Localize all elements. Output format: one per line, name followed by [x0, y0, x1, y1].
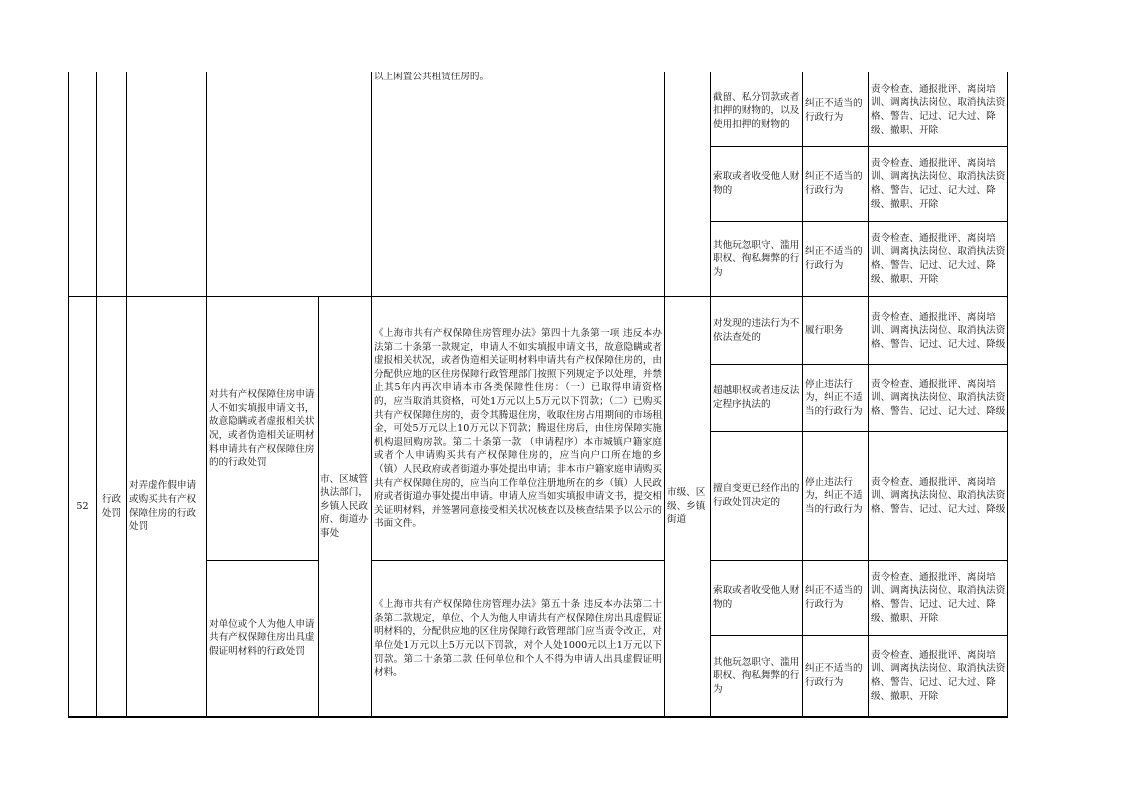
responsibility-cell: 对发现的违法行为不依法查处的	[713, 318, 800, 343]
handling-cell: 纠正不适当的行政行为	[805, 246, 863, 271]
grid-line	[96, 72, 97, 717]
grid-line	[802, 72, 803, 717]
penalty-cell: 责令检查、通报批评、离岗培训、调离执法岗位、取消执法资格、警告、记过、记大过、降级、撤职、开除	[871, 649, 1006, 702]
grid-line	[206, 72, 207, 717]
grid-line	[868, 72, 869, 717]
handling-cell: 履行职务	[805, 325, 844, 337]
grid-line	[371, 560, 664, 561]
responsibility-cell: 其他玩忽职守、滥用职权、徇私舞弊的行为	[713, 656, 800, 695]
handling-cell: 停止违法行为，纠正不适当的行政行为	[805, 476, 863, 515]
power-name: 对弄虚作假申请或购买共有产权保障住房的行政处罚	[129, 480, 197, 533]
handling-cell: 纠正不适当的行政行为	[805, 663, 863, 688]
responsibility-level: 市级、区级、乡镇街道	[667, 487, 706, 526]
power-type: 行政处罚	[101, 493, 122, 519]
penalty-cell: 责令检查、通报批评、离岗培训、调离执法岗位、取消执法资格、警告、记过、记大过、降级、撤职、开除	[871, 571, 1006, 624]
penalty-cell: 责令检查、通报批评、离岗培训、调离执法岗位、取消执法资格、警告、记过、记大过、降级、撤职、开除	[871, 232, 1006, 285]
grid-line	[710, 72, 711, 717]
handling-cell: 纠正不适当的行政行为	[805, 585, 863, 610]
penalty-cell: 责令检查、通报批评、离岗培训、调离执法岗位、取消执法资格、警告、记过、记大过、降级	[871, 311, 1006, 350]
grid-line	[318, 296, 319, 717]
legal-basis: 《上海市共有产权保障住房管理办法》第五十条 违反本办法第二十条第二款规定，单位、个人为他人申请共有产权保障住房出具虚假证明材料的，分配供应地的区住房保障行政管理部门应当责令改正，对单位处1万元以上5万元以下罚款，对个人处1000元以上1万元以下罚款。第二十条第二款 任何单位和个人不得为申请人出具虚假证明材料。	[374, 599, 662, 679]
grid-line	[206, 560, 318, 561]
responsibility-cell: 超越职权或者违反法定程序执法的	[713, 385, 800, 410]
grid-line	[710, 635, 1008, 636]
sub-item-name: 对共有产权保障住房申请人不如实填报申请文书，故意隐瞒或者虚报相关状况，或者伪造相关证明材料申请共有产权保障住房的的行政处罚	[209, 389, 315, 469]
responsibility-cell: 其他玩忽职守、滥用职权、徇私舞弊的行为	[713, 239, 800, 278]
legal-basis: 《上海市共有产权保障住房管理办法》第四十九条第一项 违反本办法第二十条第一款规定，申请人不如实填报申请文书，故意隐瞒或者虚报相关状况，或者伪造相关证明材料申请共有产权保障住房的，由分配供应地的区住房保障行政管理部门按照下列规定予以处理，并禁止其5年内再次申请本市各类保障性住房：（一）已取得申请资格的，应当取消其资格，可处1万元以上5万元以下罚款；（二）已购买共有产权保障住房的，责令其腾退住房，收取住房占用期间的市场租金，可处5万元以上10万元以下罚款；腾退住房后，由住房保障实施机构退回购房款。第二十条第一款 （申请程序）本市城镇户籍家庭或者个人申请购买共有产权保障住房的，应当向户口所在地的乡（镇）人民政府或者街道办事处提出申请；非本市户籍家庭申请购买共有产权保障住房的，应当向工作单位注册地所在的乡（镇）人民政府或者街道办事处提出申请。申请人应当如实填报申请文书，提交相关证明材料，并签署同意接受相关状况核查以及核查结果予以公示的书面文件。	[374, 328, 662, 530]
grid-line	[68, 296, 1008, 297]
grid-line	[371, 72, 372, 717]
grid-line	[126, 72, 127, 717]
grid-line	[710, 560, 1008, 561]
penalty-cell: 责令检查、通报批评、离岗培训、调离执法岗位、取消执法资格、警告、记过、记大过、降级、撤职、开除	[871, 83, 1006, 136]
handling-cell: 纠正不适当的行政行为	[805, 171, 863, 196]
grid-line	[1007, 72, 1008, 717]
grid-line	[68, 716, 1008, 718]
responsibility-cell: 索取或者收受他人财物的	[713, 171, 800, 196]
row-number: 52	[76, 500, 89, 512]
grid-line	[710, 431, 1008, 432]
grid-line	[710, 364, 1008, 365]
responsibility-cell: 截留、私分罚款或者扣押的财物的，以及使用扣押的财物的	[713, 91, 800, 130]
sub-item-name: 对单位或个人为他人申请共有产权保障住房出具虚假证明材料的行政处罚	[209, 618, 315, 657]
responsibility-cell: 擅自变更已经作出的行政处罚决定的	[713, 483, 800, 508]
penalty-cell: 责令检查、通报批评、离岗培训、调离执法岗位、取消执法资格、警告、记过、记大过、降级	[871, 476, 1006, 515]
responsibility-cell: 索取或者收受他人财物的	[713, 585, 800, 610]
continued-basis-text: 以上闲置公共租赁住房的。	[374, 72, 490, 82]
handling-cell: 停止违法行为，纠正不适当的行政行为	[805, 378, 863, 417]
grid-line	[710, 146, 1008, 147]
penalty-cell: 责令检查、通报批评、离岗培训、调离执法岗位、取消执法资格、警告、记过、记大过、降级	[871, 378, 1006, 417]
handling-cell: 纠正不适当的行政行为	[805, 98, 863, 123]
penalty-cell: 责令检查、通报批评、离岗培训、调离执法岗位、取消执法资格、警告、记过、记大过、降级、撤职、开除	[871, 157, 1006, 210]
grid-line	[710, 221, 1008, 222]
grid-line	[664, 72, 665, 717]
implementing-subject: 市、区城管执法部门，乡镇人民政府、街道办事处	[320, 473, 368, 539]
